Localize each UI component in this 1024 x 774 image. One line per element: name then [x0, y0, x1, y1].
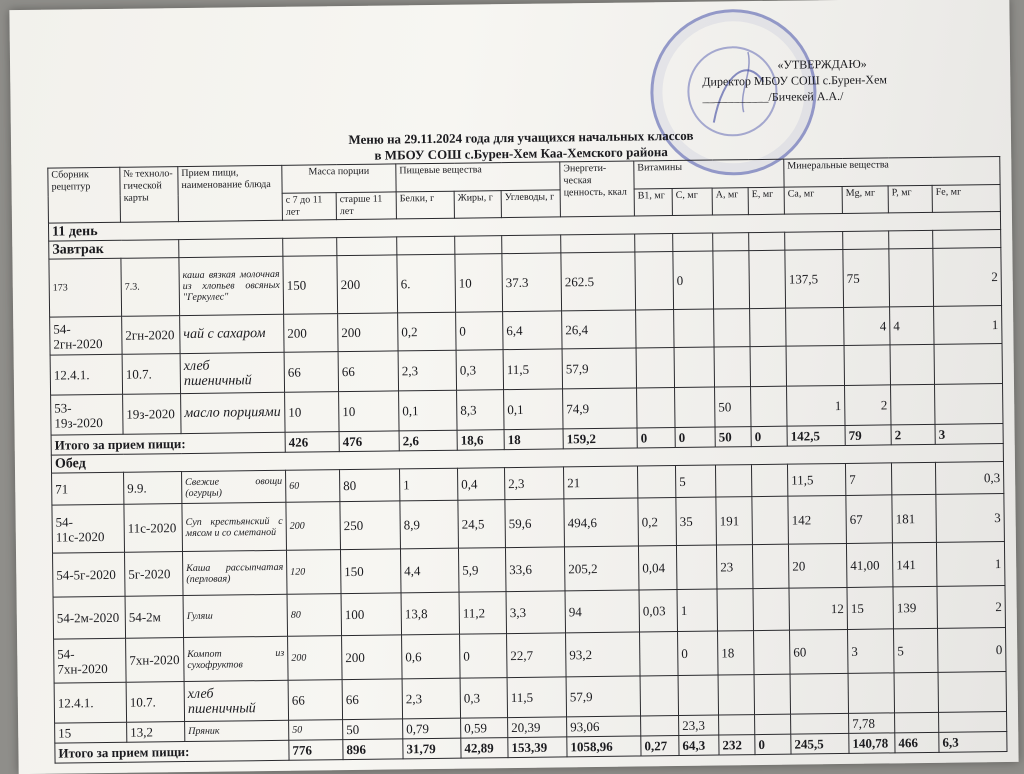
cell-carbs: 59,6 — [505, 499, 565, 548]
cell-a — [718, 675, 754, 715]
cell-e — [754, 630, 791, 674]
header-portion-7-11: с 7 до 11 лет — [282, 193, 336, 221]
cell-carbs: 6,4 — [503, 311, 562, 350]
cell-a: 23 — [716, 545, 753, 589]
cell-collection: 54-2м-2020 — [53, 596, 126, 639]
document-page — [9, 0, 1018, 774]
cell-mg: 75 — [843, 249, 890, 308]
header-portion-over-11: старше 11 лет — [336, 192, 396, 220]
header-b1: B1, мг — [634, 189, 672, 216]
cell-ca — [786, 345, 844, 386]
header-portion: Масса порции — [282, 164, 396, 193]
title-line-2: в МБОУ СОШ с.Бурен-Хем Каа-Хемского района — [374, 144, 668, 163]
cell-protein: 0,79 — [403, 718, 461, 739]
cell-fat: 0,3 — [456, 350, 503, 391]
cell-energy: 94 — [565, 590, 640, 633]
cell-carbs: 3,3 — [506, 591, 566, 634]
cell-a — [714, 309, 750, 347]
cell-c: 5 — [676, 465, 716, 497]
cell-fat: 0 — [460, 634, 508, 679]
cell-mass-7-11: 60 — [286, 470, 340, 503]
total-b1: 0 — [637, 428, 675, 448]
header-c: C, мг — [672, 188, 712, 215]
cell-a: 50 — [715, 387, 751, 427]
header-minerals: Минеральные вещества — [784, 157, 1000, 188]
header-energy: Энергети-ческая ценность, ккал — [560, 161, 635, 217]
total-b1: 0,27 — [641, 736, 679, 756]
cell-protein: 2,3 — [402, 678, 460, 719]
cell-energy: 93,06 — [567, 716, 641, 737]
approval-signature-line: ___________/Бичекей А.А./ — [702, 88, 844, 105]
cell-carbs: 0,1 — [504, 389, 564, 430]
total-mass-7-11: 426 — [285, 432, 339, 453]
cell-b1: 0,04 — [638, 546, 677, 590]
cell-energy: 262.5 — [561, 252, 636, 311]
cell-mass-over-11: 50 — [343, 719, 403, 740]
cell-mg: 7 — [846, 463, 892, 496]
cell-collection: 54-11с-2020 — [52, 504, 125, 553]
total-p: 466 — [895, 732, 939, 753]
cell-collection: 54-7хн-2020 — [54, 638, 127, 683]
cell-fat: 24,5 — [458, 500, 506, 549]
cell-fat: 0,59 — [461, 718, 508, 739]
cell-carbs: 33,6 — [505, 547, 565, 592]
header-nutrients: Пищевые вещества — [396, 162, 560, 192]
cell-fe — [935, 384, 1003, 425]
cell-mg — [848, 673, 894, 714]
cell-card: 19з-2020 — [123, 394, 181, 435]
cell-ca: 60 — [790, 629, 849, 674]
cell-fat: 0,4 — [457, 468, 504, 501]
cell-mass-7-11: 66 — [284, 352, 338, 393]
total-mg: 79 — [845, 425, 891, 446]
total-carbs: 153,39 — [508, 737, 567, 758]
cell-energy: 57,9 — [562, 348, 636, 389]
cell-mass-over-11: 200 — [342, 635, 403, 680]
cell-dish: Пряник — [185, 720, 289, 741]
cell-fe: 2 — [937, 586, 1006, 629]
cell-e — [754, 674, 791, 714]
header-a: A, мг — [712, 188, 748, 215]
cell-p — [889, 248, 934, 307]
total-label: Итого за прием пищи: — [51, 432, 285, 455]
cell-b1 — [640, 632, 679, 676]
cell-card: 9.9. — [124, 472, 182, 505]
cell-c: 23,3 — [679, 715, 719, 735]
cell-collection: 53-19з-2020 — [51, 394, 123, 435]
day-label: 11 день — [48, 212, 1000, 242]
cell-mass-over-11: 200 — [338, 313, 398, 352]
cell-fe — [938, 672, 1006, 713]
cell-collection: 173 — [49, 258, 122, 317]
cell-card: 5г-2020 — [125, 552, 184, 597]
cell-c: 0 — [673, 251, 714, 309]
cell-mass-over-11: 10 — [339, 391, 399, 432]
cell-mass-7-11: 120 — [286, 550, 341, 595]
cell-fat: 0 — [456, 312, 503, 351]
cell-mg: 15 — [847, 587, 894, 630]
cell-a: 191 — [716, 497, 753, 545]
total-fat: 18,6 — [457, 430, 504, 451]
lunch-label: Обед — [51, 444, 1003, 474]
cell-e — [749, 250, 786, 308]
cell-carbs: 11,5 — [503, 349, 563, 390]
cell-p: 139 — [893, 586, 938, 629]
menu-table — [47, 156, 1007, 764]
cell-dish: чай с сахаром — [180, 314, 284, 353]
cell-dish: Суп крестьянский с мясом и со сметаной — [182, 502, 287, 551]
cell-mg: 2 — [845, 385, 891, 426]
cell-c — [675, 387, 715, 427]
cell-fat: 5,9 — [458, 548, 506, 593]
header-p: P, мг — [888, 185, 932, 213]
total-ca: 142,5 — [787, 425, 845, 446]
cell-carbs: 22,7 — [507, 633, 567, 678]
cell-e — [750, 308, 786, 346]
cell-b1: 0,2 — [638, 498, 677, 546]
cell-collection: 15 — [55, 722, 127, 743]
cell-e — [752, 496, 789, 544]
header-vitamins: Витамины — [634, 159, 784, 189]
cell-protein: 13,8 — [401, 592, 460, 635]
cell-e — [752, 544, 789, 588]
cell-fe: 1 — [936, 542, 1005, 587]
cell-p — [890, 344, 934, 385]
cell-c — [678, 675, 718, 715]
cell-mass-7-11: 200 — [286, 502, 341, 551]
cell-card: 54-2м — [125, 596, 184, 639]
cell-ca: 20 — [788, 543, 847, 588]
cell-fe: 2 — [933, 248, 1002, 307]
total-e: 0 — [755, 734, 791, 754]
cell-protein: 0,2 — [398, 312, 456, 351]
header-fat: Жиры, г — [454, 191, 501, 219]
total-a: 232 — [719, 735, 755, 755]
cell-fe: 1 — [934, 306, 1002, 345]
cell-mg: 4 — [844, 307, 890, 346]
cell-fat: 0,3 — [460, 678, 507, 719]
cell-e — [752, 464, 788, 496]
header-meal: Прием пищи, наименование блюда — [178, 165, 283, 221]
cell-card: 11с-2020 — [124, 504, 183, 553]
cell-card: 10.7. — [126, 682, 184, 723]
cell-a — [716, 465, 752, 497]
cell-e — [751, 386, 788, 426]
cell-p: 5 — [894, 628, 939, 673]
cell-mg: 67 — [846, 495, 893, 544]
total-e: 0 — [751, 426, 787, 446]
total-fe: 6,3 — [939, 732, 1007, 753]
cell-dish: Гуляш — [183, 594, 288, 637]
header-fe: Fe, мг — [932, 185, 1000, 213]
cell-b1 — [636, 348, 674, 388]
cell-energy: 26,4 — [562, 310, 636, 349]
total-energy: 159,2 — [563, 428, 637, 449]
cell-mass-over-11: 200 — [337, 255, 398, 314]
cell-card: 7.3. — [121, 258, 180, 317]
cell-dish: Каша рассыпчатая (перловая) — [182, 550, 287, 595]
cell-p: 4 — [890, 306, 934, 345]
cell-card: 10.7. — [122, 354, 180, 395]
cell-protein: 4,4 — [400, 548, 459, 593]
total-c: 0 — [675, 427, 715, 447]
cell-collection: 12.4.1. — [50, 354, 122, 395]
cell-mass-7-11: 66 — [288, 680, 342, 721]
breakfast-label: Завтрак — [49, 240, 179, 260]
cell-ca: 142 — [788, 495, 847, 544]
cell-dish: Свежие овощи (огурцы) — [182, 470, 286, 503]
cell-dish: Компот из сухофруктов — [184, 636, 289, 681]
cell-protein: 6. — [397, 254, 456, 313]
total-p: 2 — [891, 424, 935, 445]
cell-ca — [790, 673, 848, 714]
cell-carbs: 2,3 — [504, 467, 563, 500]
total-energy: 1058,96 — [567, 736, 641, 757]
cell-c: 0 — [678, 631, 719, 675]
header-mg: Mg, мг — [842, 186, 888, 214]
cell-card: 7хн-2020 — [126, 638, 185, 683]
cell-card: 2гн-2020 — [122, 316, 180, 355]
cell-ca: 137,5 — [785, 249, 844, 308]
cell-mass-over-11: 150 — [340, 549, 401, 594]
cell-a — [714, 347, 750, 387]
cell-fe: 0,3 — [936, 462, 1004, 495]
cell-carbs: 20,39 — [508, 717, 567, 738]
header-protein: Белки, г — [396, 191, 454, 219]
cell-c: 1 — [677, 589, 718, 631]
cell-mass-over-11: 250 — [340, 501, 401, 550]
header-ca: Ca, мг — [784, 186, 842, 214]
cell-ca: 1 — [787, 385, 845, 426]
cell-a — [713, 251, 750, 309]
total-protein: 2,6 — [399, 430, 457, 451]
total-carbs: 18 — [504, 429, 563, 450]
cell-energy: 205,2 — [565, 546, 640, 591]
cell-c: 35 — [676, 497, 717, 545]
total-mg: 140,78 — [849, 733, 895, 754]
cell-mass-7-11: 80 — [287, 594, 342, 637]
cell-mg: 7,78 — [849, 713, 895, 734]
cell-protein: 0,6 — [402, 634, 461, 679]
cell-collection: 12.4.1. — [54, 682, 126, 723]
cell-mg — [844, 345, 890, 386]
cell-p — [891, 384, 935, 425]
cell-fe — [934, 344, 1002, 385]
cell-energy: 74,9 — [563, 388, 637, 429]
approval-title: «УТВЕРЖДАЮ» — [777, 56, 867, 72]
cell-e — [755, 714, 791, 734]
cell-mg: 41,00 — [846, 543, 893, 588]
cell-protein: 0,1 — [399, 390, 457, 431]
cell-mass-over-11: 80 — [340, 469, 400, 502]
total-a: 50 — [715, 427, 751, 447]
header-e: E, мг — [748, 187, 784, 214]
cell-fe: 3 — [936, 494, 1005, 543]
title-line-1: Меню на 29.11.2024 года для учащихся начальных классов — [348, 127, 694, 148]
total-ca: 245,5 — [791, 733, 849, 754]
cell-dish: масло порциями — [181, 392, 285, 433]
cell-b1: 0,03 — [639, 590, 678, 632]
header-carbs: Углеводы, г — [501, 190, 560, 218]
cell-b1 — [640, 676, 678, 716]
cell-fe: 0 — [938, 628, 1007, 673]
cell-fat: 11,2 — [459, 592, 507, 635]
cell-a: 18 — [718, 631, 755, 675]
cell-ca: 11,5 — [788, 463, 846, 496]
cell-ca — [791, 713, 849, 734]
cell-fe — [939, 712, 1007, 733]
cell-b1 — [641, 716, 679, 736]
header-collection: Сборник рецептур — [48, 167, 121, 223]
cell-energy: 57,9 — [566, 676, 640, 717]
cell-carbs: 11,5 — [507, 677, 567, 718]
cell-a — [717, 589, 754, 631]
total-mass-over-11: 896 — [343, 739, 403, 760]
approval-director-line: Директор МБОУ СОШ с.Бурен-Хем — [702, 72, 888, 89]
cell-p: 181 — [892, 494, 937, 543]
total-label: Итого за прием пищи: — [55, 740, 289, 763]
cell-dish: хлеб пшеничный — [184, 680, 288, 721]
cell-p — [892, 462, 936, 495]
cell-fat: 10 — [455, 254, 503, 313]
cell-b1 — [637, 388, 675, 428]
approval-block — [702, 55, 933, 106]
cell-dish: каша вязкая молочная из хлопьев овсяных "Геркулес" — [179, 256, 284, 315]
cell-b1 — [635, 252, 674, 310]
cell-mass-over-11: 66 — [338, 351, 398, 392]
cell-card: 13,2 — [127, 722, 185, 743]
cell-mg: 3 — [848, 629, 895, 674]
cell-b1 — [638, 466, 676, 498]
cell-p — [894, 672, 938, 713]
cell-protein: 1 — [400, 468, 458, 501]
cell-energy: 494,6 — [564, 498, 639, 547]
cell-p: 141 — [892, 542, 937, 587]
cell-energy: 93,2 — [566, 632, 641, 677]
cell-mass-over-11: 100 — [341, 593, 402, 636]
cell-b1 — [636, 310, 674, 348]
cell-collection: 54-5г-2020 — [53, 552, 126, 597]
cell-carbs: 37.3 — [502, 253, 562, 312]
cell-e — [750, 346, 787, 386]
cell-c — [674, 347, 714, 387]
cell-e — [753, 588, 790, 630]
cell-mass-7-11: 200 — [288, 636, 343, 681]
cell-p — [895, 712, 939, 733]
total-c: 64,3 — [679, 735, 719, 755]
cell-mass-over-11: 66 — [342, 679, 402, 720]
total-fe: 3 — [935, 424, 1003, 445]
cell-mass-7-11: 10 — [285, 392, 339, 433]
cell-fat: 8,3 — [457, 390, 504, 431]
header-card: № техноло-гической карты — [120, 167, 179, 223]
cell-protein: 8,9 — [400, 500, 459, 549]
total-fat: 42,89 — [461, 738, 508, 759]
cell-a — [719, 715, 755, 735]
cell-mass-7-11: 50 — [289, 720, 343, 741]
cell-c — [674, 309, 714, 347]
total-mass-over-11: 476 — [339, 431, 399, 452]
cell-c — [676, 545, 717, 589]
cell-collection: 54-2гн-2020 — [50, 316, 122, 355]
total-mass-7-11: 776 — [289, 740, 343, 761]
cell-dish: хлеб пшеничный — [180, 352, 284, 393]
cell-ca — [786, 307, 844, 346]
cell-mass-7-11: 150 — [283, 256, 338, 315]
cell-mass-7-11: 200 — [284, 314, 338, 353]
cell-collection: 71 — [52, 472, 124, 505]
cell-energy: 21 — [564, 466, 638, 499]
total-protein: 31,79 — [403, 738, 461, 759]
cell-protein: 2,3 — [398, 350, 456, 391]
cell-ca: 12 — [789, 587, 848, 630]
